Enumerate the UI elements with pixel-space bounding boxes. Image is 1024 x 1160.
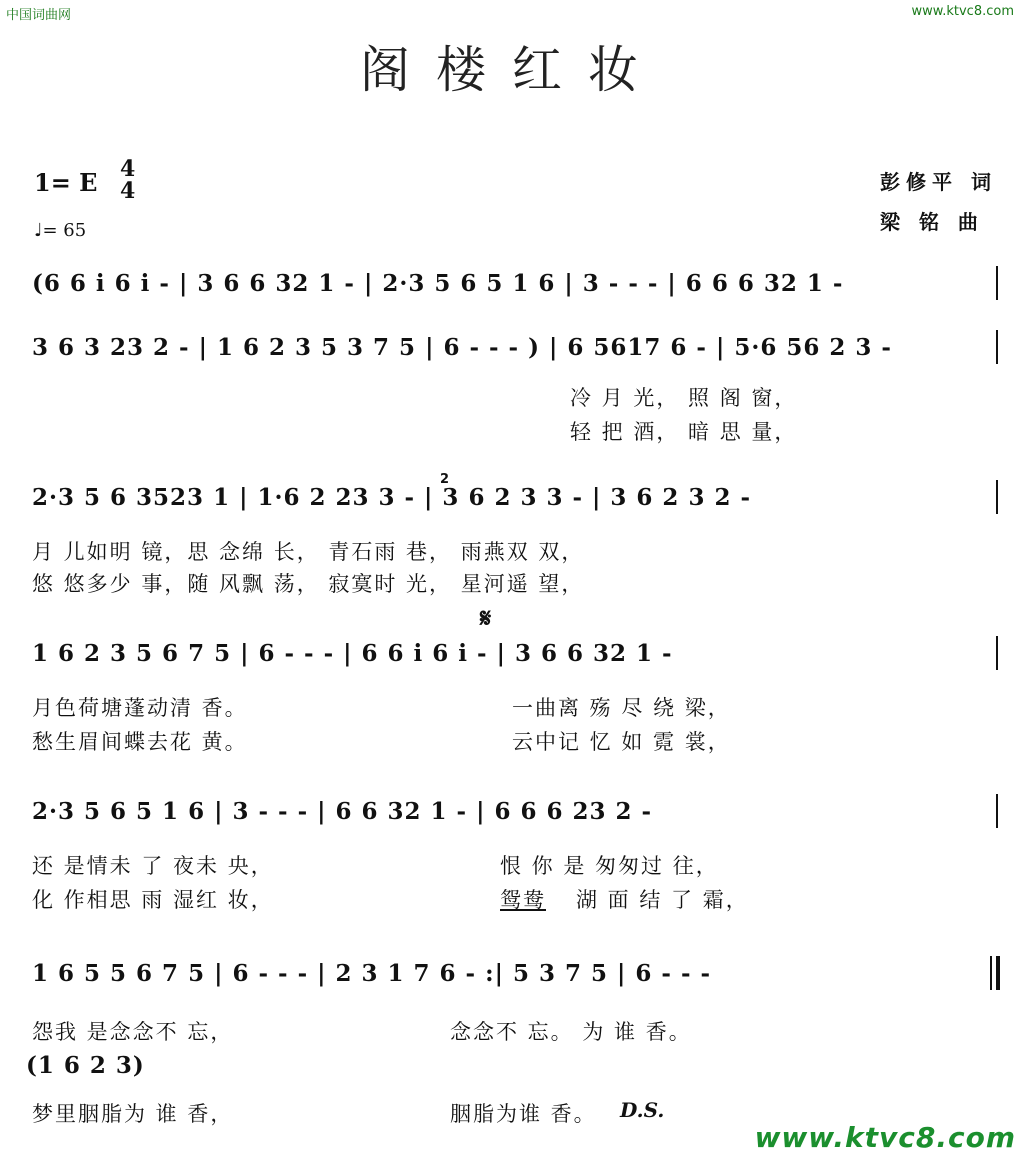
time-signature [120,158,135,202]
lyric-line-4a: 月色荷塘蓬动清 香。 [32,696,248,720]
lyric-line-4b: 愁生眉间蝶去花 黄。 [32,730,248,754]
lyric-word-yuanyang: 鸳鸯 [500,888,546,912]
time-bottom: 4 [120,178,136,204]
barline [996,266,998,300]
watermark-logo: www.ktvc8.com [754,1121,1016,1154]
lyric-line-2b: 轻 把 酒， 暗 思 量， [570,420,798,444]
lyric-line-6a: 怨我 是念念不 忘， [32,1020,234,1044]
site-name-left: 中国词曲网 [6,8,72,23]
lyric-line-5b-right: 湖 面 结 了 霜， [576,888,749,912]
barline [996,794,998,828]
lyric-line-5b: 化 作相思 雨 湿红 妆， [32,888,274,912]
lyric-line-3b: 悠 悠多少 事，随 风飘 荡， 寂寞时 光， 星河遥 望， [32,572,585,596]
lyric-line-3a: 月 儿如明 镜，思 念绵 长， 青石雨 巷， 雨燕双 双， [32,540,585,564]
notation-line-1: (6 6 i 6 i - | 3 6 6 32 1 - | 2·3 5 6 5 1 6 | 3 - - - | 6 6 6 32 1 - [32,270,844,297]
notation-line-5: 2·3 5 6 5 1 6 | 3 - - - | 6 6 32 1 - | 6 6 6 23 2 - [32,798,653,825]
time-top: 4 [120,156,136,182]
lyricist-credit: 彭修平 词 [880,170,997,194]
lyric-line-4a-right: 一曲离 殇 尽 绕 梁， [512,696,731,720]
final-barline [996,956,1000,990]
song-title: 阁楼红妆 [360,41,664,99]
barline [996,636,998,670]
notation-line-3: 2·3 5 6 3523 1 | 1·6 2 23 3 - | 3 6 2 3 3 - | 3 6 2 3 2 - [32,484,752,511]
alternate-ending-notes: (1 6 2 3) [26,1052,145,1079]
dal-segno-mark: D.S. [620,1098,665,1122]
lyric-line-6b: 梦里胭脂为 谁 香， [32,1102,234,1126]
notation-line-6: 1 6 5 5 6 7 5 | 6 - - - | 2 3 1 7 6 - :| 5 3 7 5 | 6 - - - [32,960,712,987]
lyric-line-6a-right: 念念不 忘。 为 谁 香。 [450,1020,692,1044]
composer-credit: 梁 铭 曲 [880,210,984,234]
notation-line-4: 1 6 2 3 5 6 7 5 | 6 - - - | 6 6 i 6 i - | 3 6 6 32 1 - [32,640,673,667]
tempo-marking: ♩= 65 [34,220,87,241]
grace-note: 2 [440,472,450,487]
segno-sign: 𝄋 [480,604,492,634]
notation-line-2: 3 6 3 23 2 - | 1 6 2 3 5 3 7 5 | 6 - - - ) | 6 5617 6 - | 5·6 56 2 3 - [32,334,892,361]
site-url-right: www.ktvc8.com [911,4,1014,19]
lyric-line-5a: 还 是情未 了 夜未 央， [32,854,274,878]
lyric-line-2a: 冷 月 光， 照 阁 窗， [570,386,798,410]
barline [996,330,998,364]
lyric-line-4b-right: 云中记 忆 如 霓 裳， [512,730,731,754]
barline [996,480,998,514]
lyric-line-6b-right: 胭脂为谁 香。 [450,1102,597,1126]
lyric-line-5a-right: 恨 你 是 匆匆过 往， [500,854,719,878]
key-signature: 1= E [34,168,98,197]
barline [990,956,992,990]
